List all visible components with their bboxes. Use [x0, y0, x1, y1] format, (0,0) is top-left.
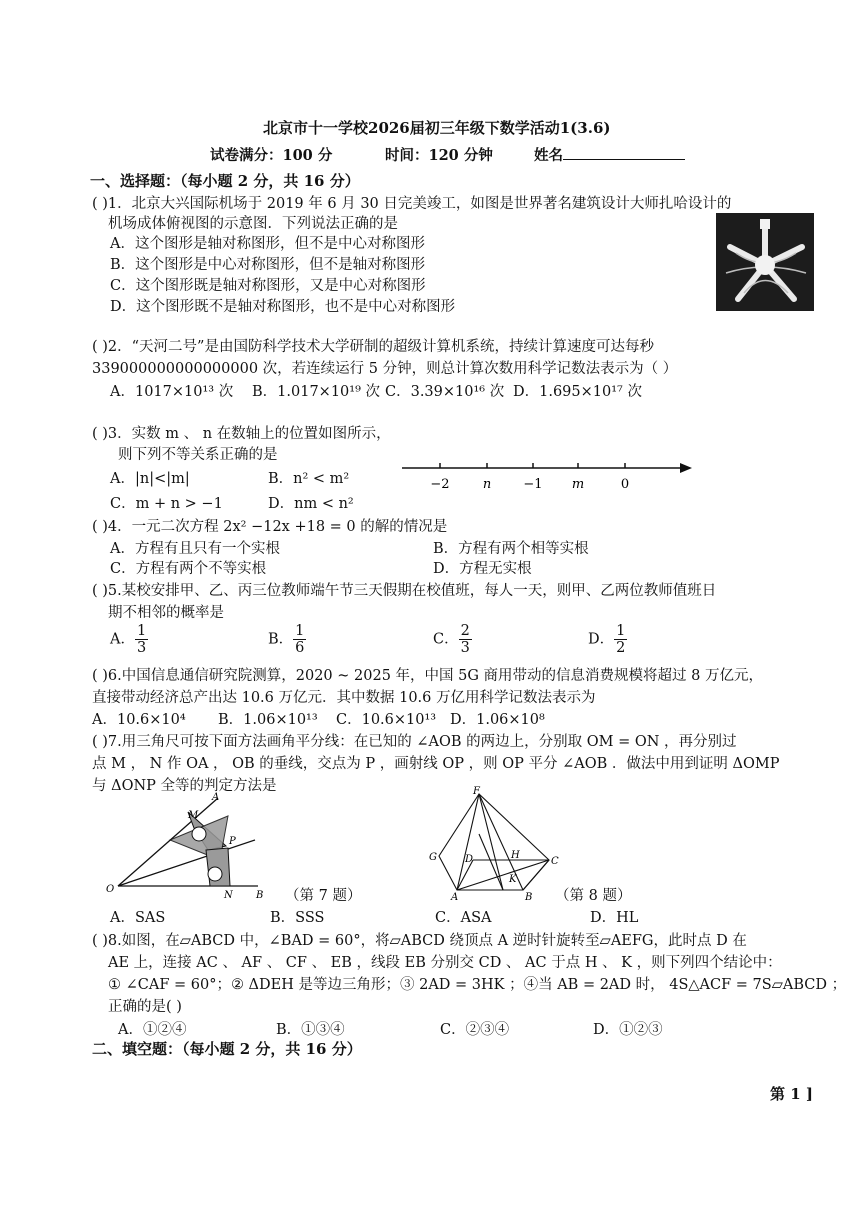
fig8-label-f: F — [473, 786, 480, 797]
q6-option-c: C．10.6×10¹³ — [336, 712, 437, 728]
figure-8-diagram — [425, 786, 560, 902]
q5-option-b — [268, 623, 306, 656]
fraction-denominator: 3 — [460, 640, 470, 656]
q4-option-c: C．方程有两个不等实根 — [110, 561, 267, 577]
q6-option-d: D．1.06×10⁸ — [450, 712, 545, 728]
q5-option-c-fraction — [459, 623, 472, 656]
q5-option-d-label: D． — [588, 631, 615, 648]
q7-option-d: D．HL — [590, 910, 639, 926]
page-number: 第 1 ] — [770, 1085, 813, 1103]
axis-label-0: 0 — [620, 477, 630, 492]
figure-7-diagram — [100, 788, 270, 900]
fraction-denominator: 2 — [616, 640, 626, 656]
q4-line1: ( )4．一元二次方程 2x² −12x +18 = 0 的解的情况是 — [92, 519, 448, 535]
number-line — [400, 458, 700, 498]
fraction-denominator: 3 — [136, 640, 147, 656]
q5-option-a-fraction — [135, 623, 148, 656]
q7-option-a: A．SAS — [110, 910, 166, 926]
q5-line1: ( )5.某校安排甲、乙、丙三位教师端午节三天假期在校值班，每人一天，则甲、乙两位教师值班日 — [92, 583, 717, 599]
q8-option-c: C．②③④ — [440, 1022, 510, 1038]
fraction-numerator: 1 — [295, 623, 305, 639]
name-blank — [563, 145, 685, 160]
q8-option-b: B．①③④ — [276, 1022, 345, 1038]
q1-line1: ( )1．北京大兴国际机场于 2019 年 6 月 30 日完美竣工，如图是世界著名建筑设计大师扎哈设计的 — [92, 196, 732, 212]
q5-option-b-label: B． — [268, 631, 294, 648]
q5-option-a — [110, 623, 148, 656]
fig7-label-o: O — [106, 884, 115, 895]
fig7-label-m: M — [188, 810, 199, 821]
q3-option-b: B．n² < m² — [268, 471, 350, 487]
q8-line4: 正确的是( ) — [108, 999, 182, 1015]
q4-option-d: D．方程无实根 — [433, 561, 532, 577]
axis-label-neg1: −1 — [523, 477, 543, 492]
q8-line2: AE 上，连接 AC 、 AF 、 CF 、 EB ，线段 EB 分别交 CD 、 AC 于点 H 、 K ，则下列四个结论中： — [108, 955, 782, 971]
q8-option-d: D．①②③ — [593, 1022, 663, 1038]
q5-option-d — [588, 623, 627, 656]
q3-option-d: D．nm < n² — [268, 496, 354, 512]
fig8-label-k: K — [509, 874, 517, 885]
q6-option-a: A．10.6×10⁴ — [92, 712, 186, 728]
q6-line2: 直接带动经济总产出达 10.6 万亿元．其中数据 10.6 万亿用科学记数法表示为 — [92, 690, 596, 706]
fig8-label-b: B — [525, 892, 533, 902]
q5-option-c-label: C． — [433, 631, 459, 648]
fig8-caption: （第 8 题） — [555, 888, 632, 904]
q8-option-a: A．①②④ — [118, 1022, 187, 1038]
q7-option-b: B．SSS — [270, 910, 325, 926]
fig8-label-c: C — [551, 856, 559, 867]
fig7-label-p: P — [229, 836, 236, 847]
fig8-label-d: D — [465, 854, 474, 865]
fig8-label-h: H — [511, 850, 520, 861]
q8-line1: ( )8.如图，在▱ABCD 中，∠BAD = 60°，将▱ABCD 绕顶点 A 逆时针旋转至▱AEFG，此时点 D 在 — [92, 933, 747, 949]
q2-line1: ( )2．“天河二号”是由国防科学技术大学研制的超级计算机系统，持续计算速度可达每秒 — [92, 339, 654, 355]
fraction-numerator: 2 — [460, 623, 470, 639]
q2-option-b: B．1.017×10¹⁹ 次 — [252, 384, 381, 400]
q1-option-d: D．这个图形既不是轴对称图形，也不是中心对称图形 — [110, 299, 456, 315]
q2-option-a: A．1017×10¹³ 次 — [110, 384, 234, 400]
q3-line1: ( )3．实数 m 、 n 在数轴上的位置如图所示， — [92, 426, 391, 442]
q3-option-c: C．m + n > −1 — [110, 496, 223, 512]
fraction-numerator: 1 — [136, 623, 147, 639]
airport-photo — [716, 213, 814, 311]
q1-option-a: A．这个图形是轴对称图形，但不是中心对称图形 — [110, 236, 425, 252]
q1-option-b: B．这个图形是中心对称图形，但不是轴对称图形 — [110, 257, 426, 273]
fig7-label-n: N — [224, 890, 233, 900]
fig8-label-g: G — [429, 852, 437, 863]
name-label: 姓名 — [534, 147, 563, 164]
fig7-caption: （第 7 题） — [285, 888, 362, 904]
q7-line3: 与 ΔONP 全等的判定方法是 — [92, 778, 277, 794]
fraction-denominator: 6 — [295, 640, 305, 656]
q5-line2: 期不相邻的概率是 — [108, 605, 224, 621]
fig7-label-b: B — [256, 890, 264, 900]
name-field — [534, 144, 685, 165]
q2-option-d: D．1.695×10¹⁷ 次 — [513, 384, 642, 400]
q2-line2: 339000000000000000 次，若连续运行 5 分钟，则总计算次数用科学记数法表示为（ ） — [92, 361, 678, 377]
q4-option-b: B．方程有两个相等实根 — [433, 541, 589, 557]
fig8-label-a: A — [451, 892, 459, 902]
fraction-numerator: 1 — [616, 623, 626, 639]
q4-option-a: A．方程有且只有一个实根 — [110, 541, 280, 557]
q2-option-c: C．3.39×10¹⁶ 次 — [385, 384, 505, 400]
q6-option-b: B．1.06×10¹³ — [218, 712, 318, 728]
section2-title: 二、填空题：（每小题 2 分，共 16 分） — [92, 1040, 362, 1058]
q6-line1: ( )6.中国信息通信研究院测算，2020 ~ 2025 年，中国 5G 商用带动的信息消费规模将超过 8 万亿元， — [92, 668, 764, 684]
q5-option-d-fraction — [614, 623, 627, 656]
q3-option-a: A．|n|<|m| — [110, 471, 190, 487]
axis-label-n: n — [482, 477, 492, 492]
q5-option-b-fraction — [293, 623, 306, 656]
q5-option-c — [433, 623, 472, 656]
q1-option-c: C．这个图形既是轴对称图形，又是中心对称图形 — [110, 278, 426, 294]
q7-line2: 点 M ， N 作 OA ， OB 的垂线，交点为 P ，画射线 OP ，则 OP 平分 ∠AOB ．做法中用到证明 ΔOMP — [92, 756, 780, 772]
q5-option-a-label: A． — [110, 631, 135, 648]
time-info: 时间：120 分钟 — [385, 147, 493, 164]
fig7-label-a: A — [212, 792, 220, 803]
q7-line1: ( )7.用三角尺可按下面方法画角平分线：在已知的 ∠AOB 的两边上，分别取 OM = ON ，再分别过 — [92, 734, 737, 750]
q1-line2: 机场成体俯视图的示意图．下列说法正确的是 — [108, 216, 398, 232]
section1-title: 一、选择题：（每小题 2 分，共 16 分） — [90, 172, 360, 190]
q7-option-c: C．ASA — [435, 910, 492, 926]
page-title: 北京市十一学校2026届初三年级下数学活动1(3.6) — [263, 119, 611, 137]
axis-label-neg2: −2 — [430, 477, 450, 492]
q3-line2: 则下列不等关系正确的是 — [118, 447, 278, 463]
score-info: 试卷满分：100 分 — [210, 147, 333, 164]
axis-label-m: m — [571, 477, 585, 492]
q8-line3: ① ∠CAF = 60°；② ΔDEH 是等边三角形；③ 2AD = 3HK ；④当 AB = 2AD 时， 4S△ACF = 7S▱ABCD ； — [108, 977, 847, 993]
